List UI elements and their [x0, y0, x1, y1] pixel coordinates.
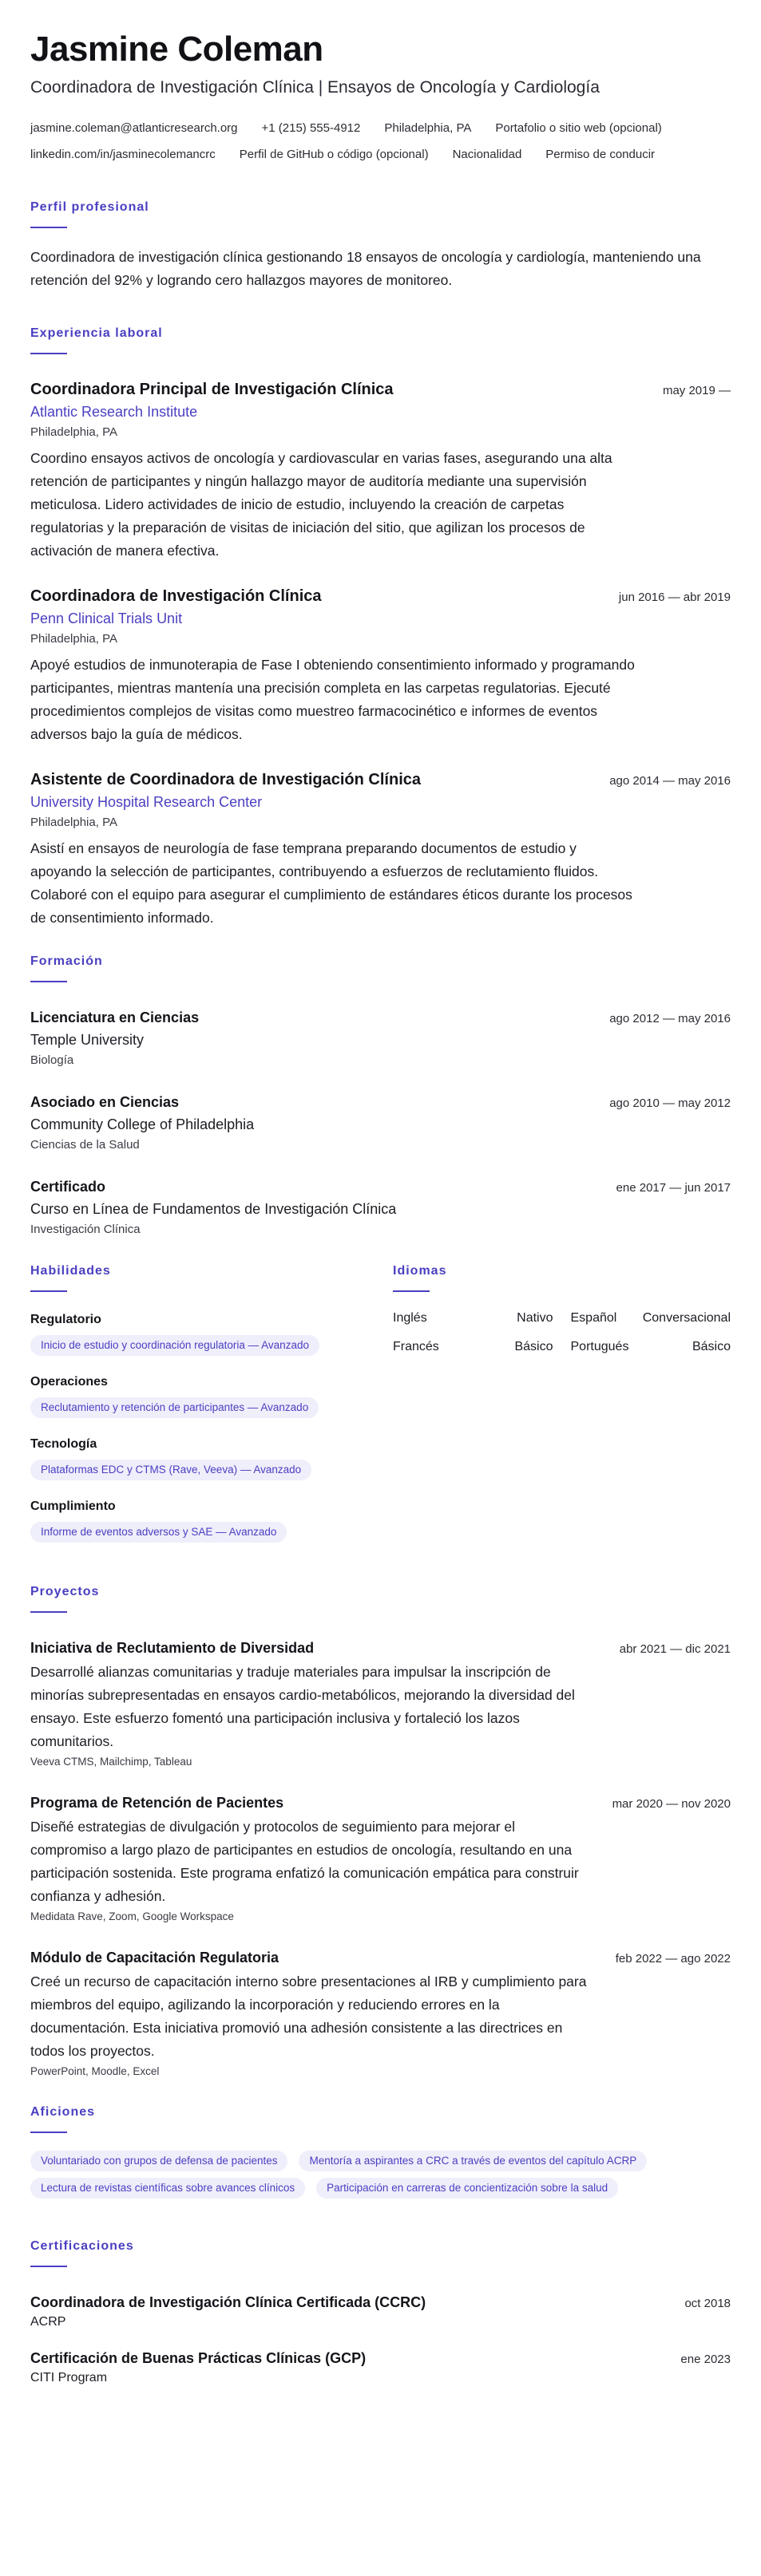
project-description: Diseñé estrategias de divulgación y protocolos de seguimiento para mejorar el compromiso a largo plazo de participantes en estudios de oncología, resultando en una participación sostenida. Este programa enfatizó la comunicación empática para construir confianza y adhesión. [30, 1819, 579, 1904]
certification-date: ene 2023 [680, 2353, 731, 2366]
summary-text: Coordinadora de investigación clínica gestionando 18 ensayos de oncología y cardiología, manteniendo una retención del 92% y logrando cero hallazgos mayores de monitoreo. [30, 249, 701, 288]
contact-portfolio[interactable]: Portafolio o sitio web (opcional) [495, 121, 662, 135]
skill-group-title: Operaciones [30, 1375, 108, 1389]
job-date: ago 2014 — may 2016 [609, 774, 731, 788]
project-entry [30, 1792, 731, 1926]
summary-section [30, 200, 731, 292]
certification-entry [30, 2347, 731, 2387]
language-level: Conversacional [642, 1311, 731, 1325]
section-title: Experiencia laboral [30, 326, 163, 340]
education-date: ene 2017 — jun 2017 [616, 1181, 731, 1195]
language-item [571, 1310, 731, 1327]
interest-chip: Lectura de revistas científicas sobre avances clínicos [30, 2178, 305, 2199]
section-divider [30, 2266, 67, 2267]
skill-chip: Inicio de estudio y coordinación regulatoria — Avanzado [30, 1335, 319, 1356]
project-description: Creé un recurso de capacitación interno sobre presentaciones al IRB y cumplimiento para miembros del equipo, agilizando la incorporación y reduciendo errores en la documentación. Esta iniciativa promovió una adhesión consistente a las directrices en todos los proyectos. [30, 1973, 587, 2059]
school: Temple University [30, 1032, 145, 1048]
skill-group-title: Regulatorio [30, 1313, 101, 1326]
job-title: Asistente de Coordinadora de Investigación Clínica [30, 771, 421, 788]
job-company: Penn Clinical Trials Unit [30, 610, 183, 626]
resume-header [30, 29, 731, 168]
job-company: University Hospital Research Center [30, 794, 263, 810]
language-level: Nativo [517, 1311, 553, 1325]
skill-group-title: Tecnología [30, 1437, 97, 1451]
education-entry [30, 1006, 731, 1070]
education-date: ago 2012 — may 2016 [609, 1012, 731, 1025]
certification-issuer: CITI Program [30, 2371, 108, 2384]
degree: Asociado en Ciencias [30, 1094, 180, 1110]
skill-chip: Plataformas EDC y CTMS (Rave, Veeva) — Avanzado [30, 1460, 311, 1480]
interest-chip: Participación en carreras de concientización sobre la salud [316, 2178, 618, 2199]
experience-section [30, 326, 731, 930]
projects-section [30, 1584, 731, 2080]
skill-chip: Informe de eventos adversos y SAE — Avanzado [30, 1522, 287, 1543]
certification-issuer: ACRP [30, 2315, 66, 2329]
skill-group [30, 1311, 393, 1356]
field-of-study: Ciencias de la Salud [30, 1138, 140, 1152]
job-description: Asistí en ensayos de neurología de fase temprana preparando documentos de estudio y apoyando la selección de participantes, contribuyendo a esfuerzos de reclutamiento fluidos. Colaboré con el equipo para asegurar el cumplimiento de estándares éticos durante los procesos de consentimiento informado. [30, 840, 632, 926]
section-divider [30, 2132, 67, 2133]
section-title: Habilidades [30, 1264, 111, 1278]
degree: Certificado [30, 1179, 106, 1195]
language-item [571, 1338, 731, 1356]
certifications-section [30, 2238, 731, 2387]
job-title: Coordinadora Principal de Investigación Clínica [30, 381, 394, 398]
job-date: may 2019 — [662, 384, 731, 397]
section-title: Certificaciones [30, 2239, 134, 2253]
language-name: Español [570, 1311, 617, 1325]
project-name: Módulo de Capacitación Regulatoria [30, 1950, 279, 1966]
contact-linkedin[interactable]: linkedin.com/in/jasminecolemancrc [30, 148, 216, 161]
section-divider [393, 1290, 430, 1292]
education-date: ago 2010 — may 2012 [609, 1096, 731, 1110]
section-divider [30, 227, 67, 228]
candidate-name: Jasmine Coleman [30, 30, 323, 69]
skill-group [30, 1436, 393, 1480]
section-title: Aficiones [30, 2105, 96, 2119]
headline: Coordinadora de Investigación Clínica | Ensayos de Oncología y Cardiología [30, 78, 600, 97]
project-tools: Medidata Rave, Zoom, Google Workspace [30, 1910, 234, 1922]
project-name: Iniciativa de Reclutamiento de Diversidad [30, 1640, 315, 1656]
language-level: Básico [692, 1340, 731, 1353]
field-of-study: Biología [30, 1053, 74, 1067]
section-title: Idiomas [393, 1264, 447, 1278]
project-description: Desarrollé alianzas comunitarias y traduje materiales para impulsar la inscripción de minorías subrepresentadas en ensayos cardio-metabólicos, mejorando la diversidad del ensayo. Este esfuerzo fomentó una participación inclusiva y fortaleció los lazos comunitarios. [30, 1664, 575, 1749]
job-date: jun 2016 — abr 2019 [618, 591, 731, 604]
project-date: abr 2021 — dic 2021 [619, 1642, 731, 1656]
certification-name: Coordinadora de Investigación Clínica Certificada (CCRC) [30, 2294, 426, 2310]
languages-section [393, 1263, 731, 1560]
project-name: Programa de Retención de Pacientes [30, 1795, 284, 1811]
job-description: Coordino ensayos activos de oncología y cardiovascular en varias fases, asegurando una alta retención de participantes y ningún hallazgo mayor de auditoría mediante una supervisión meticulosa. Lidero actividades de inicio de estudio, incluyendo la creación de carpetas regulatorias y la preparación de visitas de iniciación del sitio, que agilizan los procesos de activación de manera efectiva. [30, 450, 612, 559]
job-title: Coordinadora de Investigación Clínica [30, 587, 322, 605]
job-description: Apoyé estudios de inmunoterapia de Fase I obteniendo consentimiento informado y programando participantes, mientras mantenía una precisión completa en las carpetas regulatorias. Ejecuté procedimientos complejos de visitas como muestreo farmacocinético e informes de eventos adversos bajo la guía de médicos. [30, 657, 635, 742]
project-date: mar 2020 — nov 2020 [612, 1797, 731, 1811]
skills-section [30, 1263, 393, 1560]
school: Community College of Philadelphia [30, 1116, 255, 1132]
project-entry [30, 1946, 731, 2080]
skill-group [30, 1498, 393, 1543]
contact-driving-license: Permiso de conducir [545, 148, 656, 161]
certification-date: oct 2018 [684, 2297, 731, 2310]
language-item [393, 1338, 553, 1356]
section-title: Formación [30, 954, 103, 968]
interests-section [30, 2104, 731, 2199]
skill-chip: Reclutamiento y retención de participantes — Avanzado [30, 1397, 319, 1418]
section-title: Perfil profesional [30, 200, 149, 214]
job-company: Atlantic Research Institute [30, 404, 198, 420]
education-section [30, 954, 731, 1239]
job-location: Philadelphia, PA [30, 425, 117, 439]
contact-phone[interactable]: +1 (215) 555-4912 [261, 121, 361, 135]
section-divider [30, 1611, 67, 1613]
field-of-study: Investigación Clínica [30, 1223, 141, 1236]
job-location: Philadelphia, PA [30, 632, 117, 646]
contact-location: Philadelphia, PA [384, 121, 472, 135]
language-name: Inglés [393, 1311, 427, 1325]
section-divider [30, 981, 67, 982]
experience-entry [30, 585, 731, 746]
interest-chip: Mentoría a aspirantes a CRC a través de eventos del capítulo ACRP [299, 2151, 647, 2171]
skill-group [30, 1373, 393, 1418]
language-item [393, 1310, 553, 1327]
job-location: Philadelphia, PA [30, 816, 117, 829]
language-name: Francés [393, 1340, 439, 1353]
skill-group-title: Cumplimiento [30, 1499, 116, 1513]
project-entry [30, 1637, 731, 1771]
certification-name: Certificación de Buenas Prácticas Clínicas (GCP) [30, 2350, 367, 2366]
degree: Licenciatura en Ciencias [30, 1009, 200, 1025]
interest-chip: Voluntariado con grupos de defensa de pacientes [30, 2151, 287, 2171]
language-name: Portugués [570, 1340, 629, 1353]
certification-entry [30, 2291, 731, 2331]
education-entry [30, 1175, 731, 1239]
contact-email[interactable]: jasmine.coleman@atlanticresearch.org [30, 121, 238, 135]
language-level: Básico [514, 1340, 553, 1353]
experience-entry [30, 768, 731, 930]
contact-list [30, 115, 731, 168]
section-divider [30, 1290, 67, 1292]
section-divider [30, 353, 67, 354]
project-tools: PowerPoint, Moodle, Excel [30, 2065, 160, 2077]
project-tools: Veeva CTMS, Mailchimp, Tableau [30, 1756, 192, 1768]
experience-entry [30, 378, 731, 563]
contact-github[interactable]: Perfil de GitHub o código (opcional) [239, 148, 429, 161]
project-date: feb 2022 — ago 2022 [615, 1952, 731, 1966]
skills-languages-row [30, 1263, 731, 1560]
section-title: Proyectos [30, 1585, 100, 1598]
school: Curso en Línea de Fundamentos de Investigación Clínica [30, 1201, 397, 1217]
contact-nationality: Nacionalidad [452, 148, 522, 161]
education-entry [30, 1091, 731, 1155]
